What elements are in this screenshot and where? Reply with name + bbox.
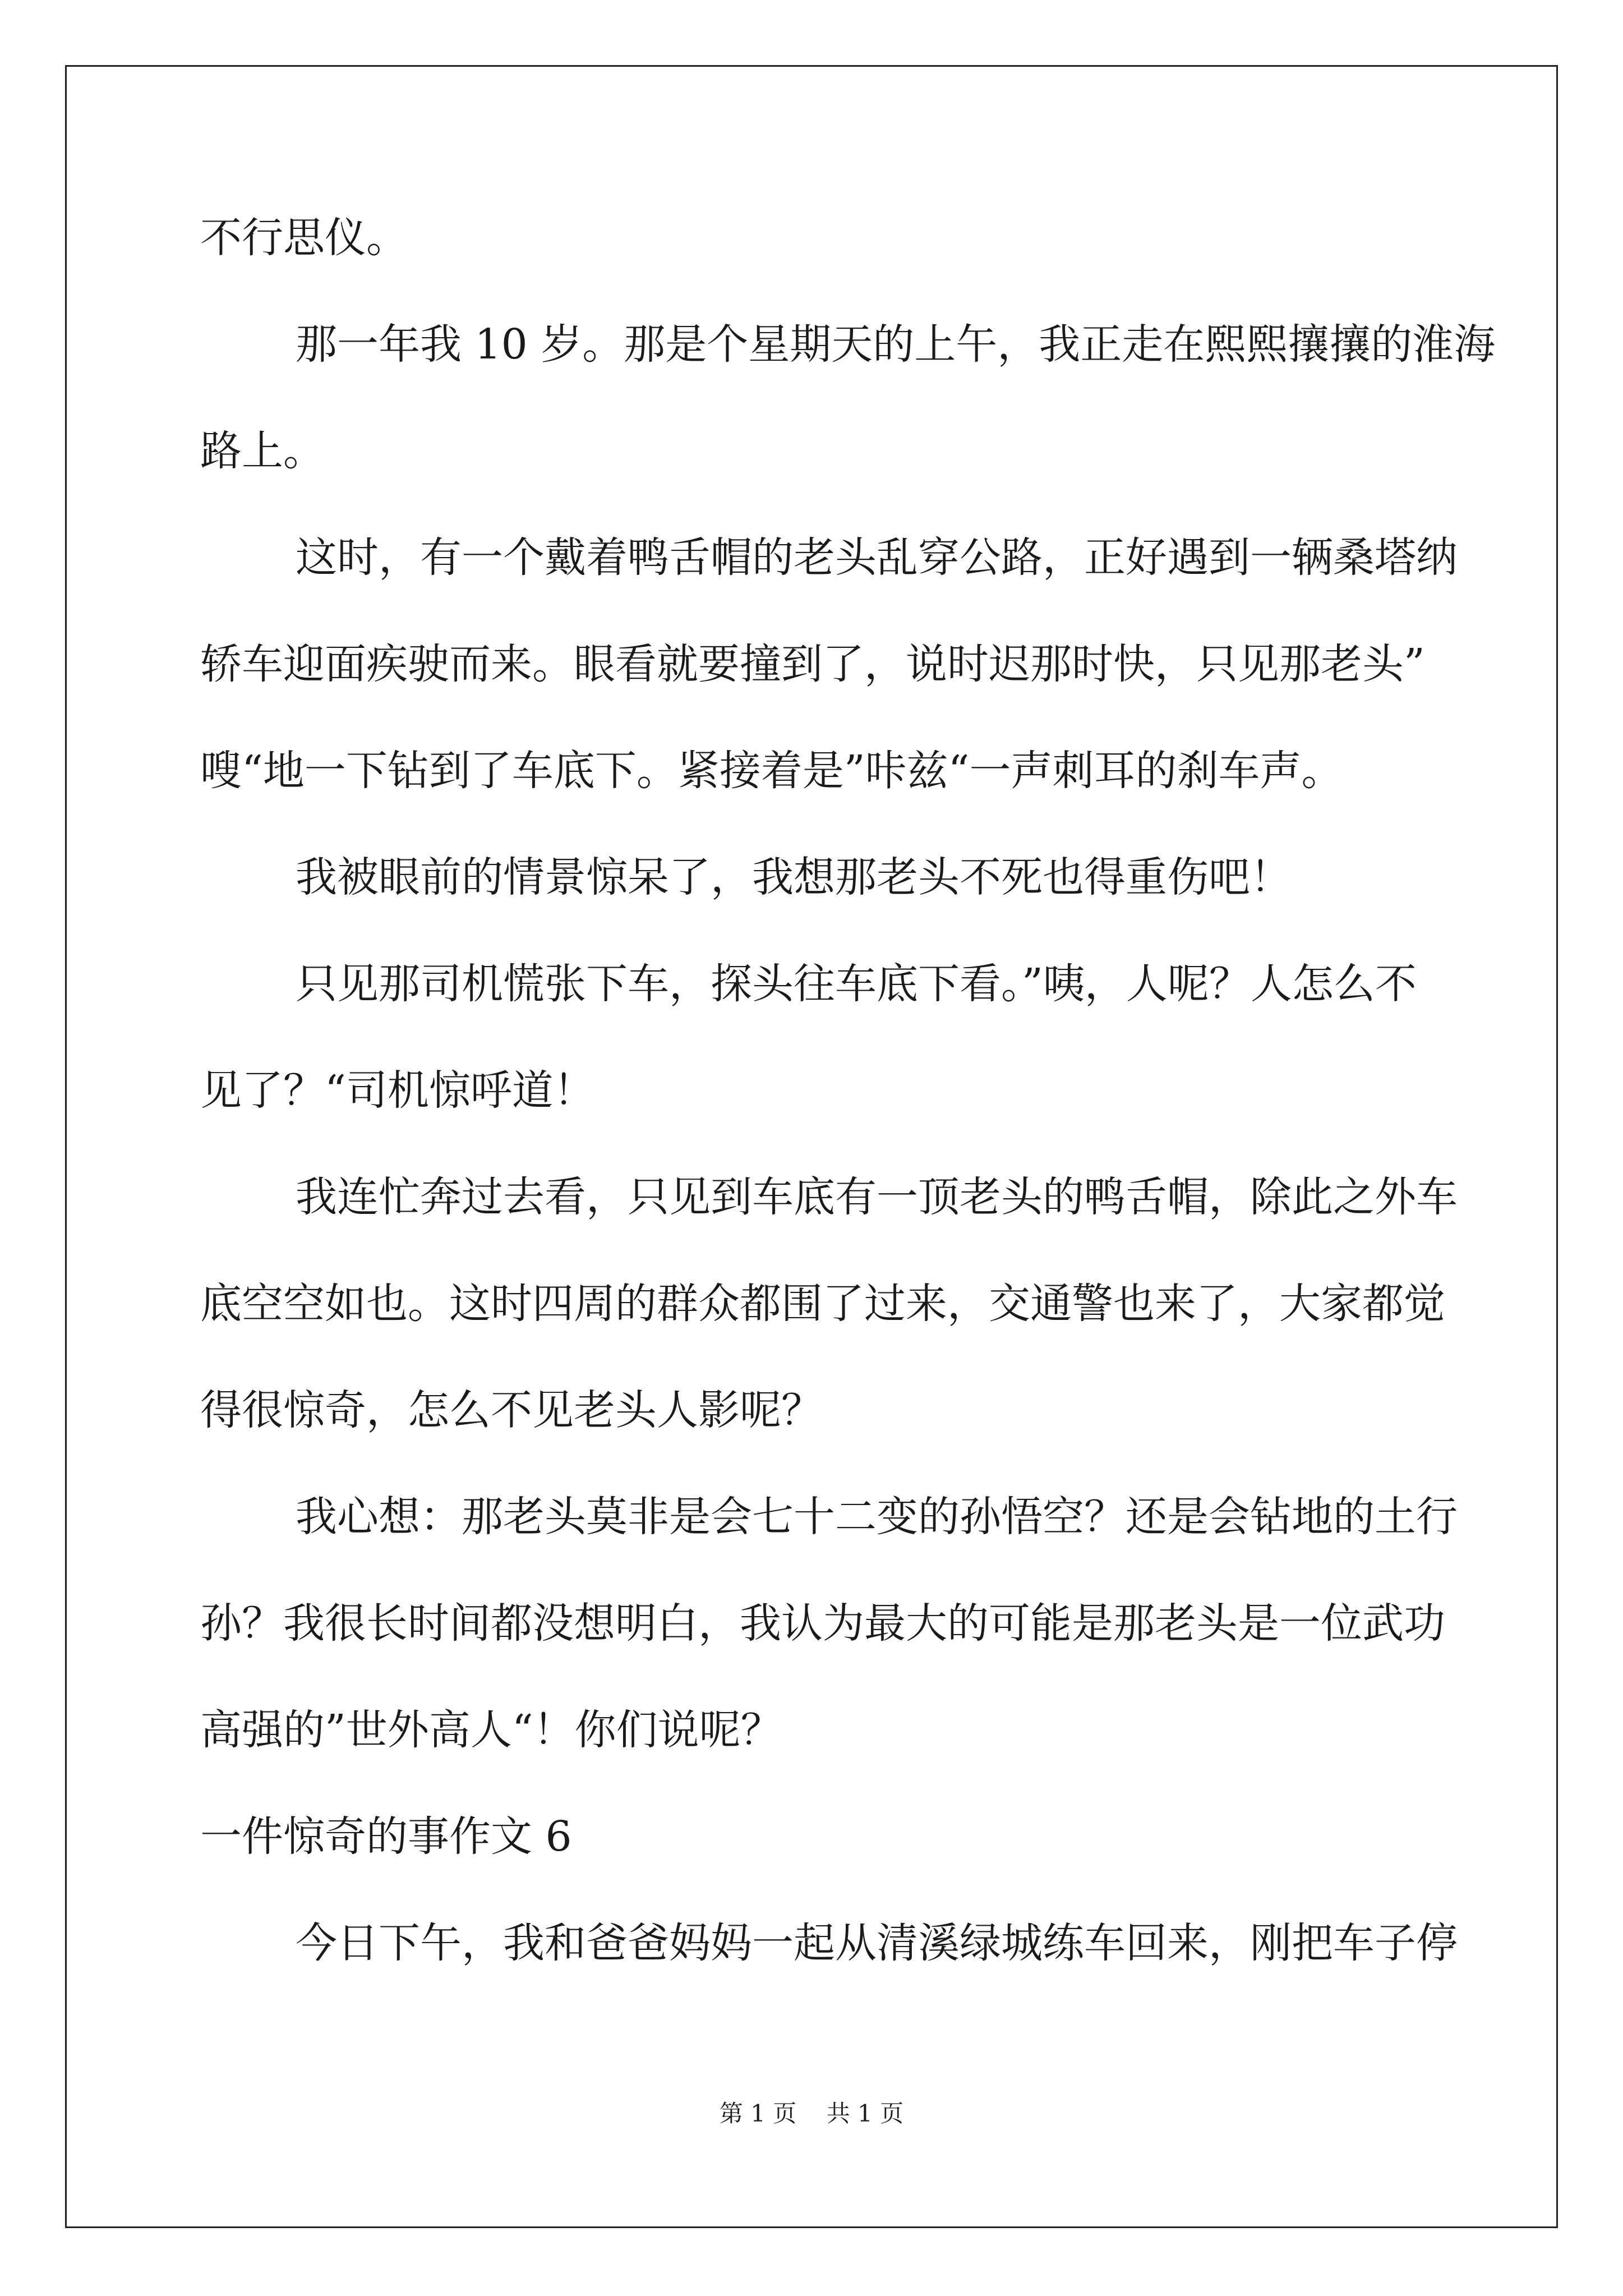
text-line: 孙？我很长时间都没想明白，我认为最大的可能是那老头是一位武功 xyxy=(200,1599,1445,1648)
text-line: 今日下午，我和爸爸妈妈一起从清溪绿城练车回来，刚把车子停 xyxy=(296,1919,1458,1967)
text-line: 底空空如也。这时四周的群众都围了过来，交通警也来了，大家都觉 xyxy=(200,1280,1445,1328)
text-line: 这时，有一个戴着鸭舌帽的老头乱穿公路，正好遇到一辆桑塔纳 xyxy=(296,533,1458,582)
text-line: 路上。 xyxy=(200,427,325,475)
text-line: 我心想：那老头莫非是会七十二变的孙悟空？还是会钻地的土行 xyxy=(296,1493,1458,1541)
text-line: 那一年我 10 岁。那是个星期天的上午，我正走在熙熙攘攘的淮海 xyxy=(296,320,1496,369)
page-border xyxy=(65,65,1558,2228)
text-line: 得很惊奇，怎么不见老头人影呢？ xyxy=(200,1386,823,1434)
text-line: 不行思仪。 xyxy=(200,214,408,262)
text-line: 见了？“司机惊呼道！ xyxy=(200,1066,595,1115)
text-line: 我被眼前的情景惊呆了，我想那老头不死也得重伤吧！ xyxy=(296,853,1292,901)
text-line: 高强的”世外高人“！你们说呢？ xyxy=(200,1706,782,1754)
section-heading: 一件惊奇的事作文 6 xyxy=(200,1812,572,1861)
text-line: 我连忙奔过去看，只见到车底有一顶老头的鸭舌帽，除此之外车 xyxy=(296,1173,1458,1221)
text-line: 只见那司机慌张下车，探头往车底下看。”咦，人呢？人怎么不 xyxy=(296,960,1417,1008)
text-line: 嗖“地一下钻到了车底下。紧接着是”咔兹“一声刺耳的刹车声。 xyxy=(200,747,1343,795)
text-line: 轿车迎面疾驶而来。眼看就要撞到了，说时迟那时快，只见那老头” xyxy=(200,640,1425,688)
page-footer: 第 1 页 共 1 页 xyxy=(719,2100,904,2127)
